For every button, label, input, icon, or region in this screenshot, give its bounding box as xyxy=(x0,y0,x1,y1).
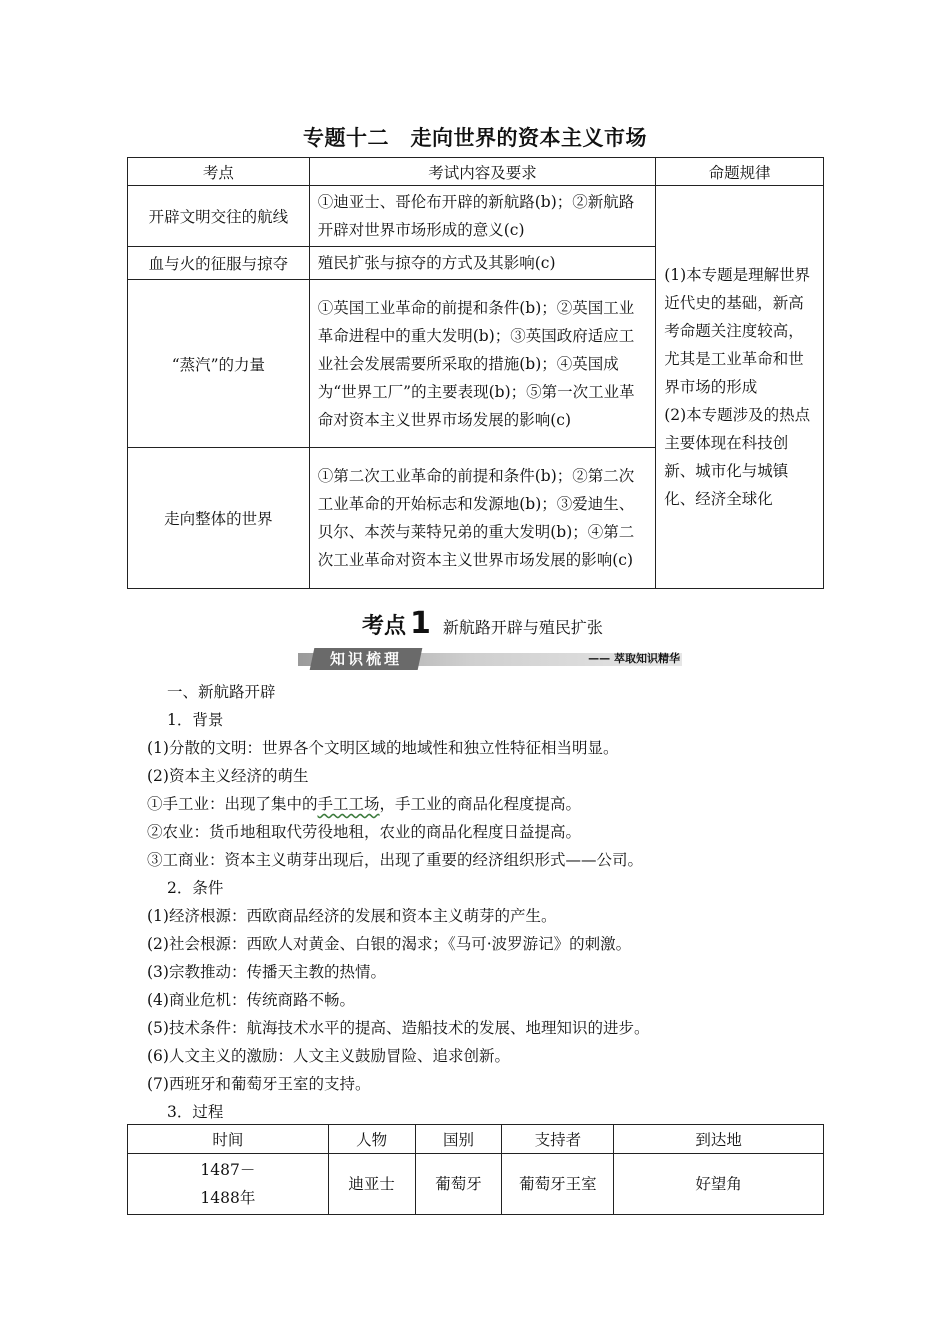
cell-time: 1487－ 1488年 xyxy=(128,1154,329,1215)
cell-country: 葡萄牙 xyxy=(415,1154,502,1215)
cell-person: 迪亚士 xyxy=(328,1154,415,1215)
banner-label: 知识梳理 xyxy=(310,648,423,670)
topic-table xyxy=(127,157,824,589)
column-header: 考点 xyxy=(128,158,310,186)
topic-point: 血与火的征服与掠夺 xyxy=(128,247,310,280)
paragraph: (1)经济根源：西欧商品经济的发展和资本主义萌芽的产生。 xyxy=(147,907,557,925)
paragraph: (2)社会根源：西欧人对黄金、白银的渴求；《马可·波罗游记》的刺激。 xyxy=(147,935,632,953)
paragraph: (3)宗教推动：传播天主教的热情。 xyxy=(147,963,386,981)
column-header: 时间 xyxy=(128,1125,329,1154)
column-header: 到达地 xyxy=(614,1125,824,1154)
subheading-conditions: 2．条件 xyxy=(167,879,224,897)
paragraph: (5)技术条件：航海技术水平的提高、造船技术的发展、地理知识的进步。 xyxy=(147,1019,650,1037)
section-heading: 一、新航路开辟 xyxy=(167,683,276,701)
process-table xyxy=(127,1124,824,1215)
topic-requirement: ①英国工业革命的前提和条件(b)；②英国工业革命进程中的重大发明(b)；③英国政府适应工业社会发展需要所采取的措施(b)；④英国成为“世界工厂”的主要表现(b)；⑤第一次工业革命对资本主义世界市场发展的影响(c) xyxy=(309,280,655,448)
topic-point: 开辟文明交往的航线 xyxy=(128,186,310,247)
knowledge-banner xyxy=(298,648,682,670)
column-header: 命题规律 xyxy=(656,158,824,186)
column-header: 国别 xyxy=(415,1125,502,1154)
column-header: 人物 xyxy=(328,1125,415,1154)
kaodian-header xyxy=(362,606,603,641)
table-header-row xyxy=(128,1125,824,1154)
paragraph: ②农业：货币地租取代劳役地租，农业的商品化程度日益提高。 xyxy=(147,823,582,841)
paragraph: (6)人文主义的激励：人文主义鼓励冒险、追求创新。 xyxy=(147,1047,510,1065)
table-row xyxy=(128,186,824,247)
column-header: 支持者 xyxy=(502,1125,614,1154)
kaodian-number: 1 xyxy=(410,606,431,641)
page-title: 专题十二 走向世界的资本主义市场 xyxy=(303,125,647,150)
column-header: 考试内容及要求 xyxy=(309,158,655,186)
paragraph: (1)分散的文明：世界各个文明区域的地域性和独立性特征相当明显。 xyxy=(147,739,619,757)
topic-rule xyxy=(656,186,824,589)
subheading-background: 1．背景 xyxy=(167,711,224,729)
paragraph: ①手工业：出现了集中的手工工场，手工业的商品化程度提高。 xyxy=(147,795,582,813)
paragraph: (7)西班牙和葡萄牙王室的支持。 xyxy=(147,1075,371,1093)
topic-point: 走向整体的世界 xyxy=(128,448,310,589)
cell-destination: 好望角 xyxy=(614,1154,824,1215)
subheading-process: 3．过程 xyxy=(167,1103,224,1121)
kaodian-label: 考点 xyxy=(362,614,407,639)
paragraph: ③工商业：资本主义萌芽出现后，出现了重要的经济组织形式——公司。 xyxy=(147,851,644,869)
cell-supporter: 葡萄牙王室 xyxy=(502,1154,614,1215)
paragraph: (4)商业危机：传统商路不畅。 xyxy=(147,991,355,1009)
topic-requirement: ①迪亚士、哥伦布开辟的新航路(b)；②新航路开辟对世界市场形成的意义(c) xyxy=(309,186,655,247)
wavy-underline-term: 手工工场 xyxy=(317,795,380,813)
banner-subtitle: —— 萃取知识精华 xyxy=(588,652,680,665)
topic-requirement: 殖民扩张与掠夺的方式及其影响(c) xyxy=(309,247,655,280)
kaodian-subtitle: 新航路开辟与殖民扩张 xyxy=(442,618,603,637)
topic-requirement: ①第二次工业革命的前提和条件(b)；②第二次工业革命的开始标志和发源地(b)；③爱迪生、贝尔、本茨与莱特兄弟的重大发明(b)；④第二次工业革命对资本主义世界市场发展的影响(c) xyxy=(309,448,655,589)
rule-text: (1)本专题是理解世界近代史的基础，新高考命题关注度较高，尤其是工业革命和世界市场的形成 (2)本专题涉及的热点主要体现在科技创新、城市化与城镇化、经济全球化 xyxy=(664,266,811,508)
table-row xyxy=(128,1154,824,1215)
paragraph: (2)资本主义经济的萌生 xyxy=(147,767,309,785)
topic-point: “蒸汽”的力量 xyxy=(128,280,310,448)
content-body xyxy=(147,678,650,1126)
table-header-row xyxy=(128,158,824,186)
